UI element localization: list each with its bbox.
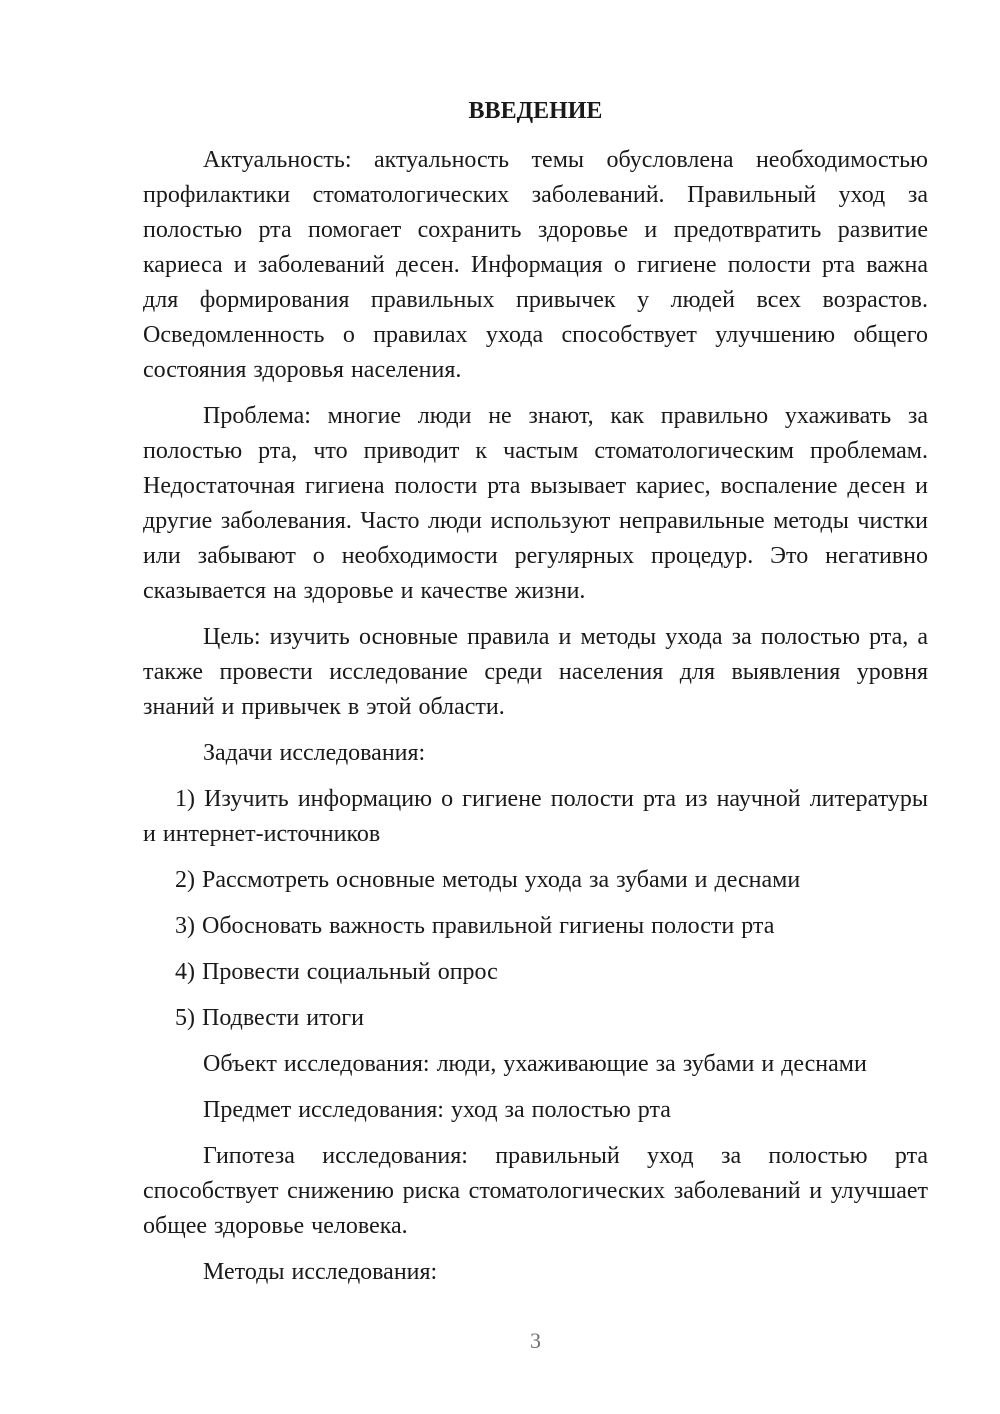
paragraph: Задачи исследования: (203, 740, 426, 766)
paragraph: Методы исследования: (203, 1259, 438, 1285)
list-item: 3) Обосновать важность правильной гигиены полости рта (175, 913, 775, 939)
list-item: 1) Изучить информацию о гигиене полости рта из научной литературы и интернет-источников (143, 786, 928, 847)
document-content (143, 94, 928, 1301)
paragraph: Проблема: многие люди не знают, как правильно ухаживать за полостью рта, что приводит к частым стоматологическим проблемам. Недостаточная гигиена полости рта вызывает кариес, воспаление десен и другие заболевания. Часто люди используют неправильные методы чистки или забывают о необходимости регулярных процедур. Это негативно сказывается на здоровье и качестве жизни. (143, 403, 928, 604)
paragraph: Объект исследования: люди, ухаживающие за зубами и деснами (203, 1051, 867, 1077)
list-item: 5) Подвести итоги (175, 1005, 364, 1031)
page-title: ВВЕДЕНИЕ (468, 98, 603, 124)
list-item: 2) Рассмотреть основные методы ухода за зубами и деснами (175, 867, 801, 893)
page-number: 3 (530, 1328, 541, 1353)
paragraph: Цель: изучить основные правила и методы ухода за полостью рта, а также провести исследование среди населения для выявления уровня знаний и привычек в этой области. (143, 624, 928, 720)
list-item: 4) Провести социальный опрос (175, 959, 498, 985)
paragraph: Актуальность: актуальность темы обусловлена необходимостью профилактики стоматологических заболеваний. Правильный уход за полостью рта помогает сохранить здоровье и предотвратить развитие кариеса и заболеваний десен. Информация о гигиене полости рта важна для формирования правильных привычек у людей всех возрастов. Осведомленность о правилах ухода способствует улучшению общего состояния здоровья населения. (143, 147, 928, 383)
paragraph: Предмет исследования: уход за полостью рта (203, 1097, 671, 1123)
document-body (143, 143, 928, 1290)
paragraph: Гипотеза исследования: правильный уход за полостью рта способствует снижению риска стоматологических заболеваний и улучшает общее здоровье человека. (143, 1143, 928, 1239)
